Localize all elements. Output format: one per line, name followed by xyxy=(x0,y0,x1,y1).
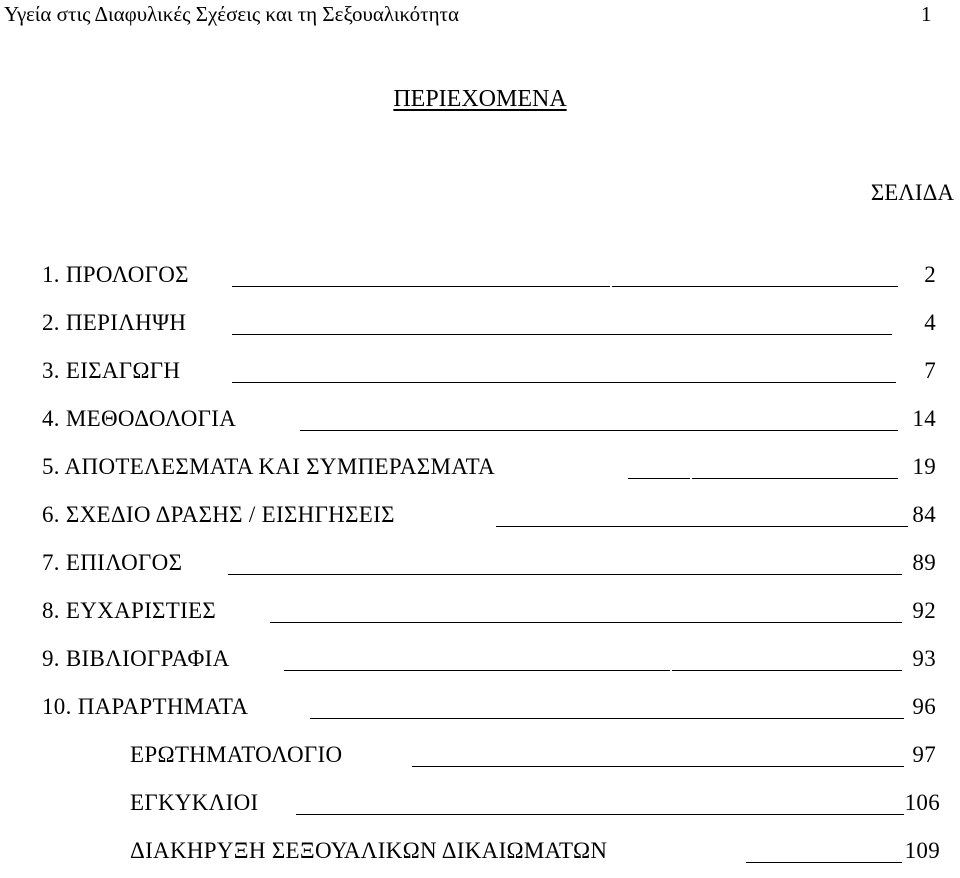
toc-leader-line xyxy=(296,814,904,815)
toc-entry-page: 97 xyxy=(912,742,936,767)
toc-entry-page: 84 xyxy=(912,502,936,527)
toc-entry-page: 7 xyxy=(924,358,936,383)
toc-entry-page: 89 xyxy=(912,550,936,575)
toc-entry-label: 9. ΒΙΒΛΙΟΓΡΑΦΙΑ xyxy=(42,646,230,671)
toc-entry xyxy=(0,406,960,446)
toc-entry-label: 6. ΣΧΕΔΙΟ ΔΡΑΣΗΣ / ΕΙΣΗΓΗΣΕΙΣ xyxy=(42,502,395,527)
toc-entry xyxy=(0,358,960,398)
toc-entry-page: 93 xyxy=(912,646,936,671)
toc-entry xyxy=(0,790,960,830)
toc-leader-line xyxy=(628,478,690,479)
toc-entry-label: 3. ΕΙΣΑΓΩΓΗ xyxy=(42,358,181,383)
toc-entry xyxy=(0,838,960,878)
toc-entry xyxy=(0,742,960,782)
toc-entry-label: ΕΡΩΤΗΜΑΤΟΛΟΓΙΟ xyxy=(130,742,343,767)
toc-entry-label: 4. ΜΕΘΟΔΟΛΟΓΙΑ xyxy=(42,406,237,431)
page-column-header: ΣΕΛΙΔΑ xyxy=(870,180,954,205)
toc-entry-label: 1. ΠΡΟΛΟΓΟΣ xyxy=(42,262,189,287)
toc-entry-label: 10. ΠΑΡΑΡΤΗΜΑΤΑ xyxy=(42,694,249,719)
toc-leader-line xyxy=(270,622,902,623)
toc-entry-page: 14 xyxy=(912,406,936,431)
toc-entry-page: 4 xyxy=(924,310,936,335)
toc-leader-line xyxy=(692,478,898,479)
toc-entry xyxy=(0,262,960,302)
toc-entry-label: 2. ΠΕΡΙΛΗΨΗ xyxy=(42,310,187,335)
page-number: 1 xyxy=(921,2,932,26)
toc-entry-page: 19 xyxy=(912,454,936,479)
toc-leader-line xyxy=(746,862,902,863)
toc-leader-line xyxy=(412,766,904,767)
toc-leader-line xyxy=(310,718,904,719)
toc-entry xyxy=(0,454,960,494)
toc-entry-label: ΕΓΚΥΚΛΙΟΙ xyxy=(130,790,259,815)
toc-entry-page: 106 xyxy=(904,790,940,815)
toc-leader-line xyxy=(672,670,902,671)
toc-entry-page: 2 xyxy=(924,262,936,287)
toc-title xyxy=(0,86,960,113)
toc-leader-line xyxy=(232,334,892,335)
toc-entry-page: 96 xyxy=(912,694,936,719)
toc-leader-line xyxy=(232,382,896,383)
toc-entry-label: 8. ΕΥΧΑΡΙΣΤΙΕΣ xyxy=(42,598,217,623)
toc-entry xyxy=(0,598,960,638)
toc-entry-label: 7. ΕΠΙΛΟΓΟΣ xyxy=(42,550,183,575)
toc-leader-line xyxy=(496,526,908,527)
toc-entry-label: 5. ΑΠΟΤΕΛΕΣΜΑΤΑ ΚΑΙ ΣΥΜΠΕΡΑΣΜΑΤΑ xyxy=(42,454,495,479)
toc-leader-line xyxy=(300,430,898,431)
toc-leader-line xyxy=(232,286,610,287)
toc-leader-line xyxy=(612,286,898,287)
toc-entry xyxy=(0,310,960,350)
toc-leader-line xyxy=(284,670,670,671)
toc-entry xyxy=(0,694,960,734)
toc-entry-page: 92 xyxy=(912,598,936,623)
toc-entry-page: 109 xyxy=(904,838,940,863)
toc-entry-label: ΔΙΑΚΗΡΥΞΗ ΣΕΞΟΥΑΛΙΚΩΝ ΔΙΚΑΙΩΜΑΤΩΝ xyxy=(130,838,608,863)
toc-leader-line xyxy=(228,574,902,575)
toc-entry xyxy=(0,502,960,542)
running-header-title: Υγεία στις Διαφυλικές Σχέσεις και τη Σεξουαλικότητα xyxy=(4,2,459,26)
toc-entry xyxy=(0,646,960,686)
toc-entry xyxy=(0,550,960,590)
toc-title-text: ΠΕΡΙΕΧΟΜΕΝΑ xyxy=(393,86,567,112)
